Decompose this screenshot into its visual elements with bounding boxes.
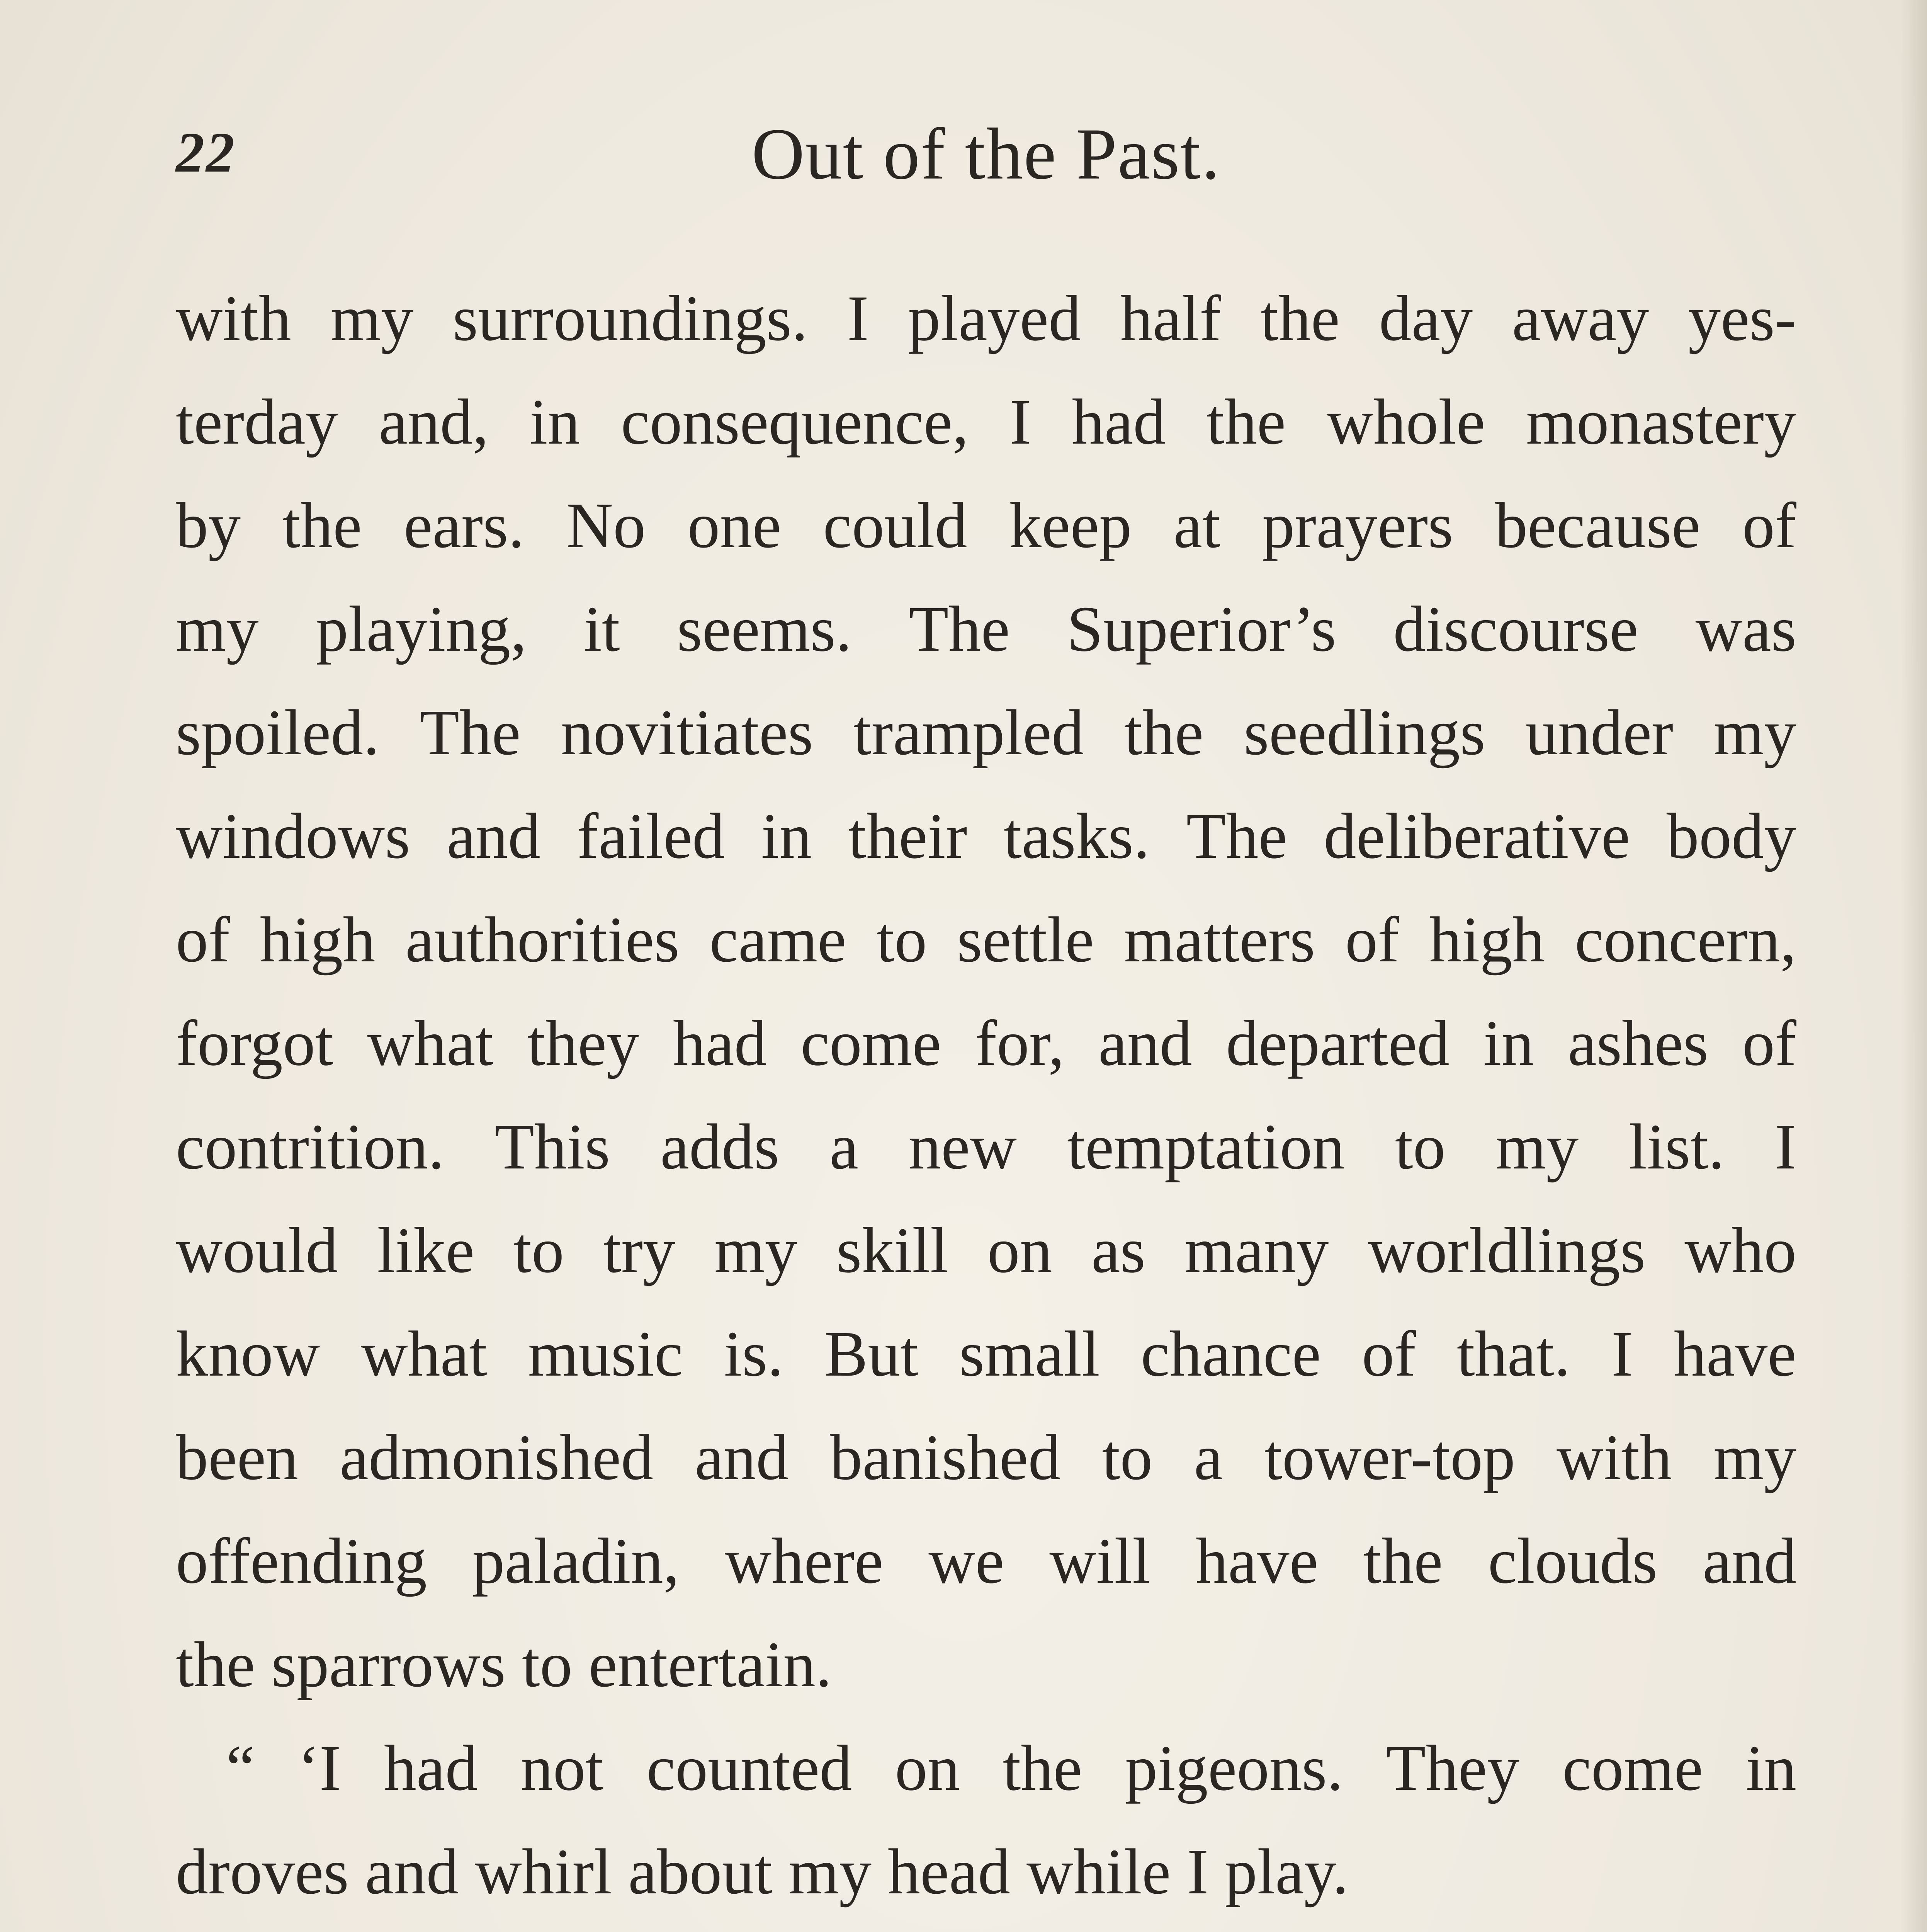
text-line: spoiled. The novitiates trampled the seedlings under my xyxy=(176,697,1796,769)
body-text xyxy=(176,267,1796,1932)
text-line: forgot what they had come for, and departed in ashes of xyxy=(176,1007,1796,1079)
text-line: of high authorities came to settle matters of high concern, xyxy=(176,904,1796,976)
running-title: Out of the Past. xyxy=(751,114,1221,195)
page-number: 22 xyxy=(176,121,236,184)
text-line xyxy=(176,1923,1796,1932)
page-edge-shadow xyxy=(1900,0,1927,1932)
text-line: offending paladin, where we will have the clouds and xyxy=(176,1525,1796,1597)
text-line: windows and failed in their tasks. The deliberative body xyxy=(176,800,1796,872)
text-line: with my surroundings. I played half the day away yes- xyxy=(176,282,1796,354)
text-line: “ ‘I had not counted on the pigeons. They come in xyxy=(226,1732,1796,1804)
page-header xyxy=(176,112,1796,195)
text-line: would like to try my skill on as many worldlings who xyxy=(176,1214,1796,1286)
text-line: by the ears. No one could keep at prayers because of xyxy=(176,490,1796,561)
text-line: know what music is. But small chance of that. I have xyxy=(176,1318,1796,1390)
text-line: contrition. This adds a new temptation to my list. I xyxy=(176,1111,1796,1183)
text-line: terday and, in consequence, I had the whole monastery xyxy=(176,386,1796,458)
text-line: my playing, it seems. The Superior’s discourse was xyxy=(176,593,1796,665)
text-line: droves and whirl about my head while I play. xyxy=(176,1836,1349,1908)
text-line: been admonished and banished to a tower-top with my xyxy=(176,1422,1796,1493)
text-line: the sparrows to entertain. xyxy=(176,1629,832,1701)
